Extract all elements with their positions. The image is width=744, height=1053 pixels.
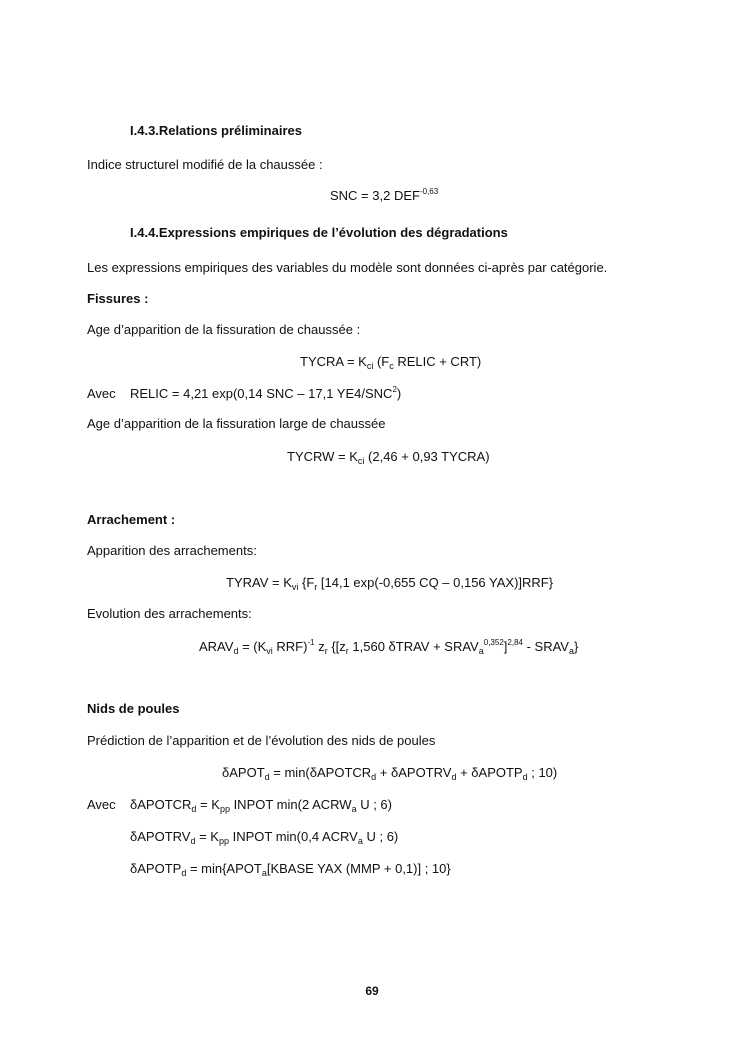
- section-title-empirical: I.4.4.Expressions empiriques de l’évolution des dégradations: [130, 225, 508, 240]
- section-title-relations: I.4.3.Relations préliminaires: [130, 123, 302, 138]
- arav-formula: $ARAV_d = (K_{vi}$ RRF)$^{-1}$ $z_r$ {[$z_r$ 1,560 δTRAV + $SRAV_a^{0,352}]^{2,84}$ - $SRAV_a$}: [199, 638, 579, 656]
- apot-avec: Avec: [87, 797, 116, 812]
- tycrw-formula: TYCRW = $K_{ci}$ (2,46 + 0,93 TYCRA): [287, 449, 490, 466]
- heading-nids: Nids de poules: [87, 701, 180, 716]
- apotrv-formula: δAPOTRV$_d$ = $K_{pp}$ INPOT min(0,4 $ACRV_a$ U ; 6): [130, 829, 399, 846]
- apot-formula: δAPOT$_d$ = min(δAPOTCR$_d$ + δAPOTRV$_d$ + δAPOTP$_d$ ; 10): [222, 765, 558, 782]
- ravel-evol-label: Evolution des arrachements:: [87, 606, 252, 621]
- intro-paragraph: Les expressions empiriques des variables du modèle sont données ci-après par catégorie.: [87, 260, 608, 275]
- apotcr-formula: δAPOTCR$_d$ = $K_{pp}$ INPOT min(2 $ACRW_a$ U ; 6): [130, 797, 392, 814]
- apotp-formula: δAPOTP$_d$ = $\min\{APOT_a[KBASE$ YAX (MMP + 0,1)] ; 10}: [130, 861, 451, 878]
- ravel-appear-label: Apparition des arrachements:: [87, 543, 257, 558]
- crack-init-label: Age d’apparition de la fissuration de chaussée :: [87, 322, 361, 337]
- snc-label: Indice structurel modifié de la chaussée :: [87, 157, 323, 172]
- snc-formula: SNC = 3,2 $DEF^{-0,63}$: [330, 187, 439, 203]
- tycra-formula: TYCRA = $K_{ci}$ ($F_c$ RELIC + CRT): [300, 354, 482, 371]
- crack-wide-label: Age d’apparition de la fissuration large de chaussée: [87, 416, 386, 431]
- tyrav-formula: TYRAV = $K_{vi}$ {$F_r$ [14,1 exp(-0,655 CQ – 0,156 YAX)]RRF}: [226, 575, 554, 592]
- heading-fissures: Fissures :: [87, 291, 149, 306]
- relic-avec: Avec: [87, 386, 116, 401]
- relic-formula: RELIC = 4,21 exp(0,14 SNC – 17,1 YE4/SNC$^2$): [130, 385, 402, 401]
- page-number: 69: [365, 984, 379, 998]
- heading-arrachement: Arrachement :: [87, 512, 176, 527]
- pothole-pred-label: Prédiction de l’apparition et de l’évolution des nids de poules: [87, 733, 436, 748]
